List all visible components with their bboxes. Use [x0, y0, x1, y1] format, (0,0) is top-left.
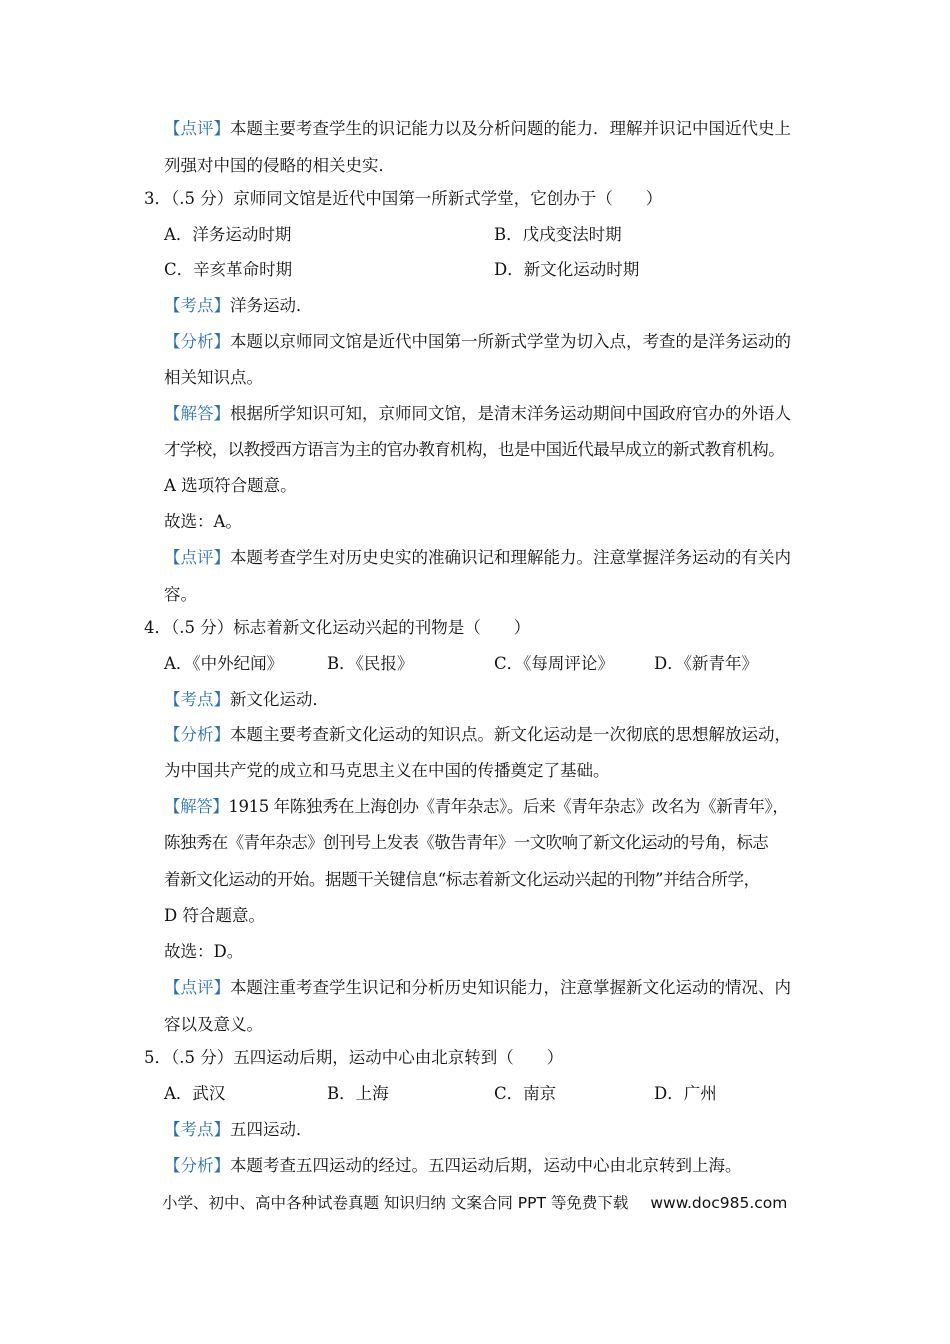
q3-jieda-line3: A 选项符合题意。	[164, 476, 297, 495]
q4-option-d: D．《新青年》	[654, 654, 758, 673]
q4-jieda-line4: D 符合题意。	[164, 906, 265, 925]
q4-stem: 4．（.5 分）标志着新文化运动兴起的刊物是（ ）	[144, 618, 531, 637]
q4-option-b: B．《民报》	[327, 654, 414, 673]
footer-text: 小学、初中、高中各种试卷真题 知识归纳 文案合同 PPT 等免费下载	[162, 1194, 629, 1212]
q3-option-d: D．新文化运动时期	[494, 260, 640, 279]
q3-jieda-line2: 才学校，以教授西方语言为主的官办教育机构，也是中国近代最早成立的新式教育机构。	[164, 440, 785, 459]
q5-stem: 5．（.5 分）五四运动后期，运动中心由北京转到（ ）	[144, 1048, 564, 1067]
q3-stem: 3．（.5 分）京师同文馆是近代中国第一所新式学堂，它创办于（ ）	[144, 189, 663, 208]
q4-dianping-line2: 容以及意义。	[164, 1015, 263, 1034]
dianping-tag: 【点评】	[164, 978, 230, 997]
q3-answer: 故选：A。	[164, 512, 242, 531]
q5-fenxi-line1: 【分析】本题考查五四运动的经过。五四运动后期，运动中心由北京转到上海。	[164, 1156, 742, 1175]
q2-comment-line2: 列强对中国的侵略的相关史实．	[164, 156, 395, 175]
q4-answer: 故选：D。	[164, 942, 244, 961]
q5-option-a: A．武汉	[164, 1084, 226, 1103]
q3-dianping-line1: 【点评】本题考查学生对历史史实的准确识记和理解能力。注意掌握洋务运动的有关内	[164, 548, 791, 567]
q3-dianping-line2: 容。	[164, 585, 197, 604]
q5-kaodian: 【考点】五四运动．	[164, 1120, 313, 1139]
kaodian-tag: 【考点】	[164, 1120, 230, 1139]
page-footer	[162, 1192, 787, 1214]
dianping-tag: 【点评】	[164, 548, 230, 567]
q3-option-a: A．洋务运动时期	[164, 225, 292, 244]
q4-kaodian: 【考点】新文化运动．	[164, 690, 329, 709]
q4-jieda-line2: 陈独秀在《青年杂志》创刊号上发表《敬告青年》一文吹响了新文化运动的号角，标志	[164, 833, 769, 852]
q3-option-c: C．辛亥革命时期	[164, 260, 293, 279]
q2-comment-line1: 【点评】本题主要考查学生的识记能力以及分析问题的能力．理解并识记中国近代史上	[164, 119, 791, 138]
q4-jieda-line3: 着新文化运动的开始。据题干关键信息“标志着新文化运动兴起的刊物”并结合所学，	[164, 870, 760, 889]
q4-option-c: C．《每周评论》	[494, 654, 614, 673]
q3-option-b: B．戊戌变法时期	[494, 225, 622, 244]
fenxi-tag: 【分析】	[164, 1156, 230, 1175]
q3-jieda-line1: 【解答】根据所学知识可知，京师同文馆，是清末洋务运动期间中国政府官办的外语人	[164, 404, 791, 423]
q5-option-b: B．上海	[327, 1084, 389, 1103]
dianping-tag: 【点评】	[164, 119, 230, 138]
q5-option-d: D．广州	[654, 1084, 717, 1103]
jieda-tag: 【解答】	[164, 404, 230, 423]
footer-url[interactable]: www.doc985.com	[650, 1194, 788, 1212]
q4-fenxi-line1: 【分析】本题主要考查新文化运动的知识点。新文化运动是一次彻底的思想解放运动，	[164, 725, 791, 744]
q3-fenxi-line2: 相关知识点。	[164, 368, 263, 387]
q3-kaodian: 【考点】洋务运动．	[164, 296, 313, 315]
kaodian-tag: 【考点】	[164, 296, 230, 315]
q3-fenxi-line1: 【分析】本题以京师同文馆是近代中国第一所新式学堂为切入点，考查的是洋务运动的	[164, 332, 791, 351]
q4-option-a: A．《中外纪闻》	[164, 654, 284, 673]
q5-option-c: C．南京	[494, 1084, 557, 1103]
jieda-tag: 【解答】	[164, 797, 229, 816]
fenxi-tag: 【分析】	[164, 332, 230, 351]
q4-jieda-line1: 【解答】1915 年陈独秀在上海创办《青年杂志》。后来《青年杂志》改名为《新青年》，	[164, 797, 789, 816]
q4-fenxi-line2: 为中国共产党的成立和马克思主义在中国的传播奠定了基础。	[164, 761, 610, 780]
fenxi-tag: 【分析】	[164, 725, 230, 744]
q4-dianping-line1: 【点评】本题注重考查学生识记和分析历史知识能力，注意掌握新文化运动的情况、内	[164, 978, 791, 997]
kaodian-tag: 【考点】	[164, 690, 230, 709]
